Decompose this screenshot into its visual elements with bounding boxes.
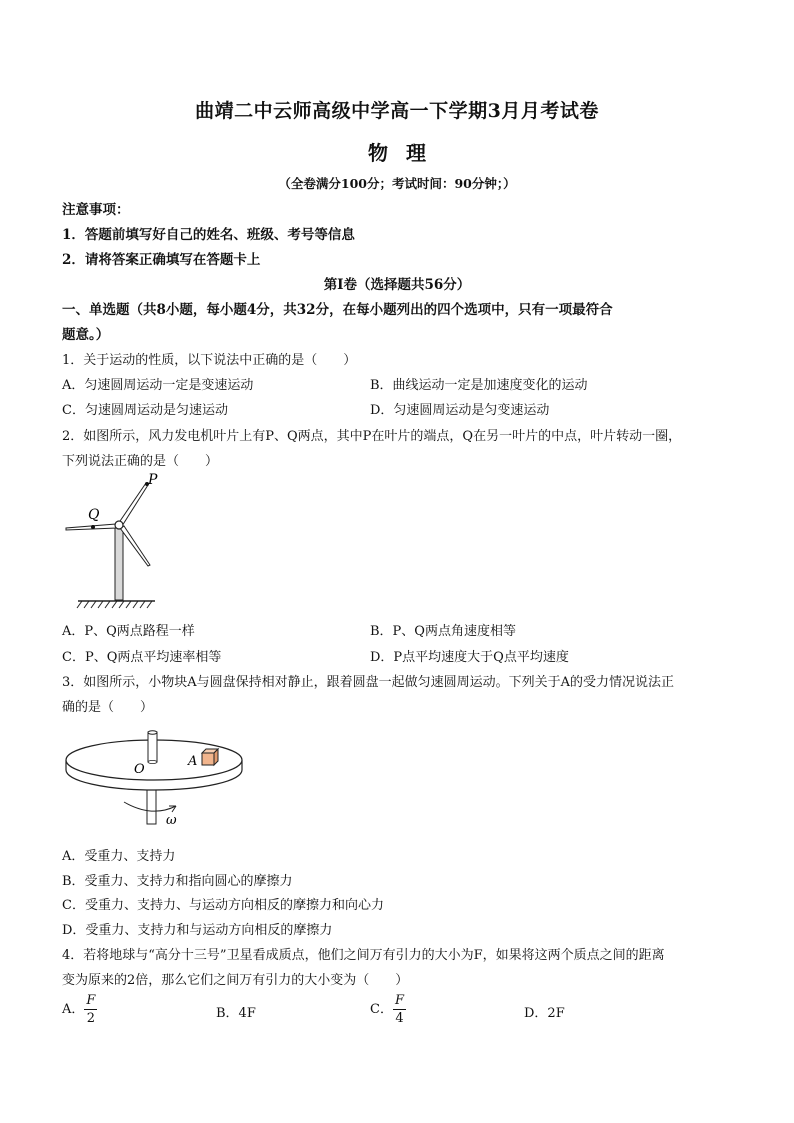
rotating-disk-figure bbox=[62, 728, 248, 832]
q2-option-a: A．P、Q两点路程一样 bbox=[62, 624, 195, 639]
q4-option-c-prefix: C． bbox=[370, 1002, 393, 1017]
q4-option-d: D．2F bbox=[524, 1006, 565, 1021]
part1-title: 第Ⅰ卷（选择题共56分） bbox=[323, 277, 471, 293]
point-q-marker bbox=[91, 525, 95, 529]
q1-option-c: C．匀速圆周运动是匀速运动 bbox=[62, 403, 228, 418]
blade-upper bbox=[118, 483, 148, 526]
blade-lower bbox=[120, 526, 150, 566]
q3-option-a: A．受重力、支持力 bbox=[62, 849, 176, 864]
notes-item-2: 2．请将答案正确填写在答题卡上 bbox=[62, 252, 261, 268]
section-heading-line1: 一、单选题（共8小题，每小题4分，共32分，在每小题列出的四个选项中，只有一项最符合 bbox=[62, 302, 613, 318]
q3-option-d: D．受重力、支持力和与运动方向相反的摩擦力 bbox=[62, 923, 333, 938]
q4-option-a-fraction bbox=[84, 994, 97, 1025]
q2-option-c: C．P、Q两点平均速率相等 bbox=[62, 650, 222, 665]
label-o: O bbox=[134, 762, 145, 777]
exam-title: 曲靖二中云师高级中学高一下学期3月月考试卷 bbox=[195, 100, 599, 122]
q4-option-c bbox=[370, 994, 406, 1025]
q1-stem: 1．关于运动的性质，以下说法中正确的是（ ） bbox=[62, 353, 357, 368]
notes-heading: 注意事项： bbox=[62, 202, 130, 218]
q1-option-a: A．匀速圆周运动一定是变速运动 bbox=[62, 378, 254, 393]
q4-stem-line1: 4．若将地球与“高分十三号”卫星看成质点，他们之间万有引力的大小为F，如果将这两个质点之间的距离 bbox=[62, 948, 665, 963]
q4-option-a bbox=[62, 994, 97, 1025]
exam-meta: （全卷满分100分；考试时间：90分钟；） bbox=[278, 176, 516, 191]
q3-option-c: C．受重力、支持力、与运动方向相反的摩擦力和向心力 bbox=[62, 898, 384, 913]
subject-title: 物理 bbox=[368, 141, 444, 165]
turbine-tower bbox=[115, 526, 123, 600]
wind-turbine-figure bbox=[60, 470, 170, 612]
q4-stem-line2: 变为原来的2倍，那么它们之间万有引力的大小变为（ ） bbox=[62, 973, 409, 988]
q4-option-b: B．4F bbox=[216, 1006, 256, 1021]
q2-stem-line2: 下列说法正确的是（ ） bbox=[62, 454, 219, 469]
q4-option-a-denominator: 2 bbox=[86, 1011, 96, 1026]
q1-option-d: D．匀速圆周运动是匀变速运动 bbox=[370, 403, 550, 418]
turbine-hub bbox=[115, 521, 123, 529]
shaft-top-cap bbox=[148, 731, 157, 735]
shaft-upper bbox=[148, 732, 157, 762]
section-heading-line2: 题意。） bbox=[62, 327, 110, 343]
q4-option-c-numerator: F bbox=[394, 993, 404, 1008]
q4-option-a-prefix: A． bbox=[62, 1002, 85, 1017]
label-q: Q bbox=[88, 507, 100, 523]
q3-stem-line2: 确的是（ ） bbox=[62, 700, 154, 715]
q1-option-b: B．曲线运动一定是加速度变化的运动 bbox=[370, 378, 588, 393]
q2-option-b: B．P、Q两点角速度相等 bbox=[370, 624, 516, 639]
q3-stem-line1: 3．如图所示，小物块A与圆盘保持相对静止，跟着圆盘一起做匀速圆周运动。下列关于A的受力情况说法正 bbox=[62, 675, 675, 690]
block-a-front bbox=[202, 753, 214, 765]
notes-item-1: 1．答题前填写好自己的姓名、班级、考号等信息 bbox=[62, 227, 355, 243]
q3-option-b: B．受重力、支持力和指向圆心的摩擦力 bbox=[62, 874, 293, 889]
label-a: A bbox=[188, 754, 198, 769]
q4-option-c-denominator: 4 bbox=[395, 1011, 404, 1026]
label-omega: ω bbox=[166, 813, 177, 828]
ground-hatch bbox=[77, 601, 152, 608]
q4-option-c-fraction bbox=[393, 994, 406, 1025]
q2-option-d: D．P点平均速度大于Q点平均速度 bbox=[370, 650, 569, 665]
q2-stem-line1: 2．如图所示，风力发电机叶片上有P、Q两点，其中P在叶片的端点，Q在另一叶片的中点，叶片转动一圈， bbox=[62, 429, 682, 444]
q4-option-a-numerator: F bbox=[86, 993, 96, 1008]
label-p: P bbox=[148, 472, 158, 488]
